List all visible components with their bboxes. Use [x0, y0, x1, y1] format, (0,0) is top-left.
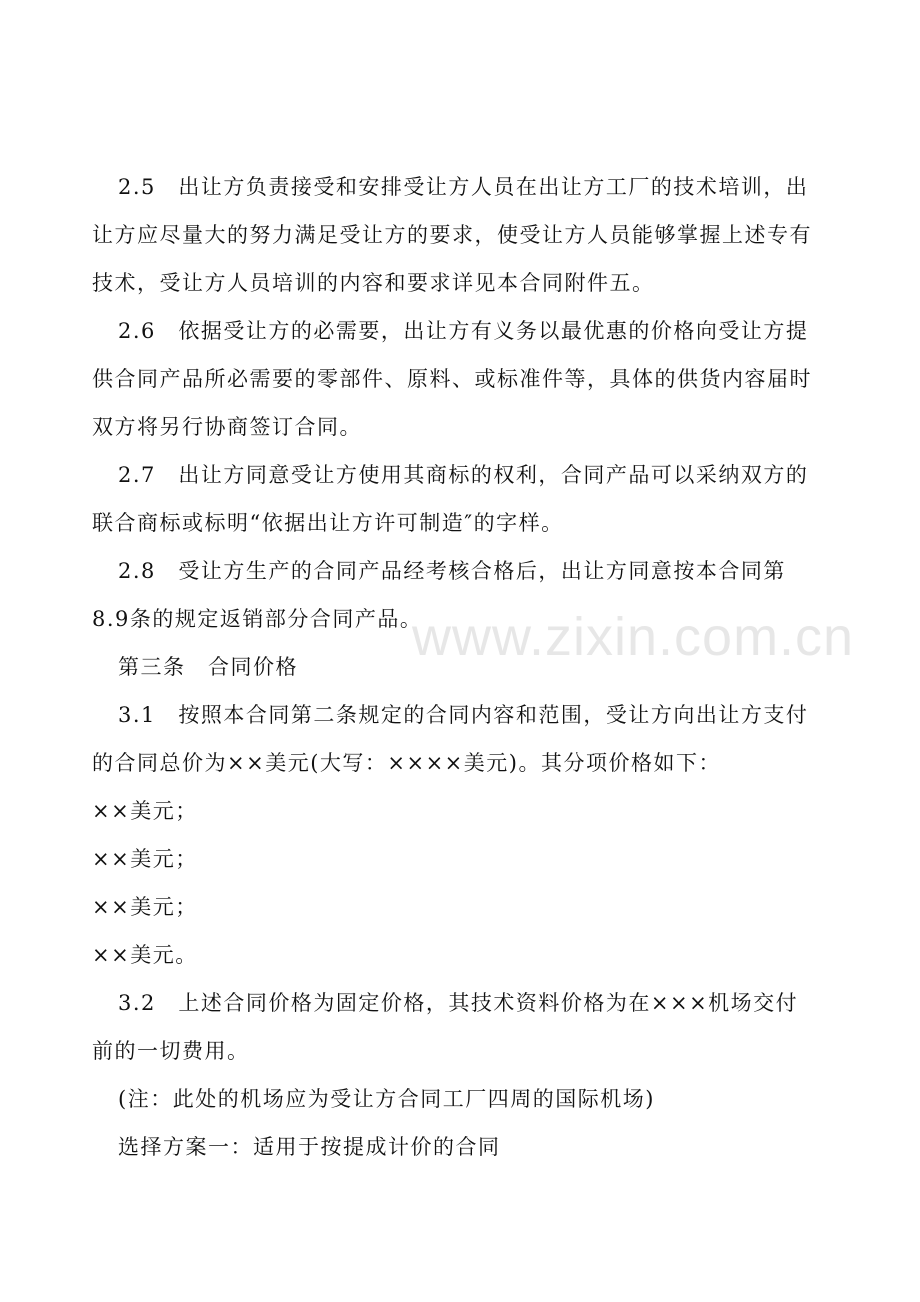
- airport-note: (注：此处的机场应为受让方合同工厂四周的国际机场): [118, 1087, 655, 1111]
- price-item-3: ××美元；: [92, 895, 198, 919]
- clause-2-7-line-2: 联合商标或标明“依据出让方许可制造″的字样。: [92, 511, 564, 535]
- option-1-heading: 选择方案一：适用于按提成计价的合同: [118, 1135, 501, 1159]
- clause-2-6-line-3: 双方将另行协商签订合同。: [92, 415, 362, 439]
- price-item-1: ××美元；: [92, 799, 198, 823]
- clause-2-8-line-1: 2.8 受让方生产的合同产品经考核合格后，出让方同意按本合同第: [118, 559, 786, 583]
- clause-3-1-line-2: 的合同总价为××美元(大写：××××美元)。其分项价格如下：: [92, 751, 721, 775]
- watermark-text: www.zixin.com.cn: [412, 607, 855, 667]
- clause-2-8-line-2: 8.9条的规定返销部分合同产品。: [92, 607, 423, 631]
- clause-2-5-line-1: 2.5 出让方负责接受和安排受让方人员在出让方工厂的技术培训，出: [118, 175, 809, 199]
- article-3-heading: 第三条 合同价格: [118, 655, 298, 679]
- clause-2-6-line-1: 2.6 依据受让方的必需要，出让方有义务以最优惠的价格向受让方提: [118, 319, 809, 343]
- clause-3-2-line-2: 前的一切费用。: [92, 1039, 250, 1063]
- clause-3-2-line-1: 3.2 上述合同价格为固定价格，其技术资料价格为在×××机场交付: [118, 991, 799, 1015]
- clause-2-7-line-1: 2.7 出让方同意受让方使用其商标的权利，合同产品可以采纳双方的: [118, 463, 809, 487]
- clause-2-5-line-3: 技术，受让方人员培训的内容和要求详见本合同附件五。: [92, 271, 655, 295]
- clause-2-5-line-2: 让方应尽量大的努力满足受让方的要求，使受让方人员能够掌握上述专有: [92, 223, 812, 247]
- price-item-4: ××美元。: [92, 943, 198, 967]
- clause-2-6-line-2: 供合同产品所必需要的零部件、原料、或标准件等，具体的供货内容届时: [92, 367, 812, 391]
- price-item-2: ××美元；: [92, 847, 198, 871]
- clause-3-1-line-1: 3.1 按照本合同第二条规定的合同内容和范围，受让方向出让方支付: [118, 703, 809, 727]
